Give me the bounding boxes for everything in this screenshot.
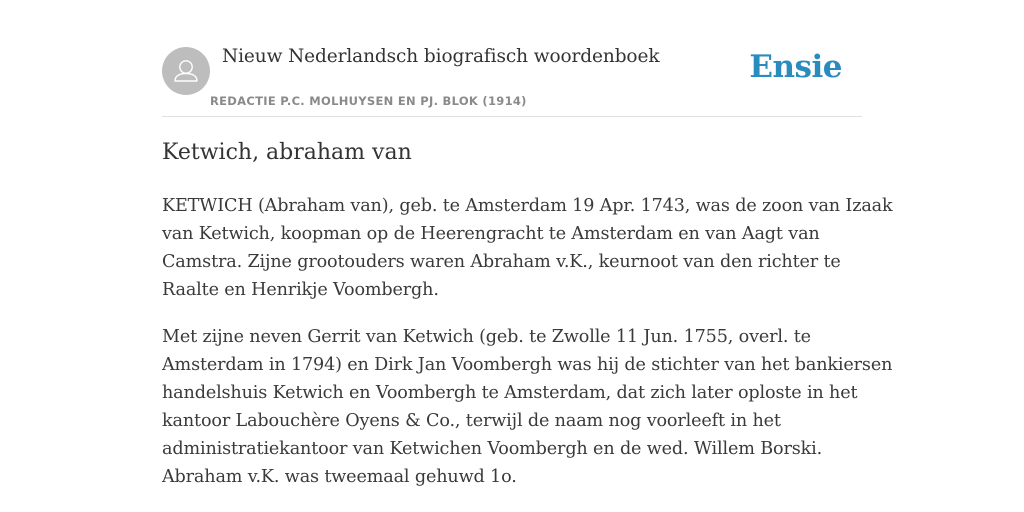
user-silhouette-icon <box>162 47 210 95</box>
paragraph-line: kantoor Labouchère Oyens & Co., terwijl de naam nog voorleeft in het <box>162 411 781 431</box>
header <box>162 0 862 117</box>
page <box>162 0 893 487</box>
paragraph-line: KETWICH (Abraham van), geb. te Amsterdam 19 Apr. 1743, was de zoon van Izaak <box>162 196 893 216</box>
book-title[interactable]: Nieuw Nederlandsch biografisch woordenboek <box>222 46 660 67</box>
paragraph-line: administratiekantoor van Ketwichen Voombergh en de wed. Willem Borski. <box>162 439 823 459</box>
entry-paragraph-1 <box>162 192 893 304</box>
paragraph-line: Raalte en Henrikje Voombergh. <box>162 280 439 300</box>
paragraph-line: Met zijne neven Gerrit van Ketwich (geb. te Zwolle 11 Jun. 1755, overl. te <box>162 327 811 347</box>
editors-line: REDACTIE P.C. MOLHUYSEN EN PJ. BLOK (1914) <box>210 94 527 108</box>
paragraph-line: Abraham v.K. was tweemaal gehuwd 1o. <box>162 467 517 487</box>
paragraph-line: handelshuis Ketwich en Voombergh te Amsterdam, dat zich later oploste in het <box>162 383 858 403</box>
paragraph-line: Camstra. Zijne grootouders waren Abraham v.K., keurnoot van den richter te <box>162 252 841 272</box>
ensie-logo[interactable]: Ensie <box>749 49 842 85</box>
entry-paragraph-2 <box>162 323 893 491</box>
paragraph-line: Amsterdam in 1794) en Dirk Jan Voombergh was hij de stichter van het bankiersen <box>162 355 893 375</box>
paragraph-line: van Ketwich, koopman op de Heerengracht te Amsterdam en van Aagt van <box>162 224 820 244</box>
entry-title: Ketwich, abraham van <box>162 140 412 165</box>
